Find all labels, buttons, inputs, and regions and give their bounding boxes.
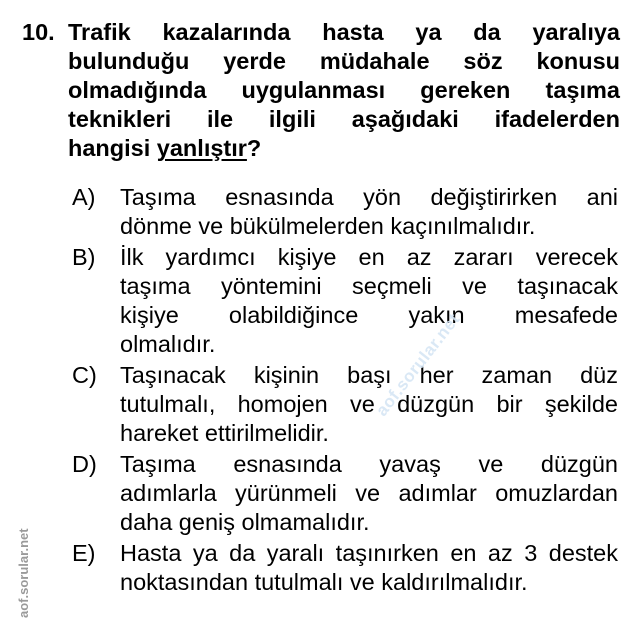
question-mark: ? (246, 135, 262, 161)
question-stem (68, 18, 620, 163)
option-text (120, 539, 618, 597)
option-line: noktasından tutulmalı ve kaldırılmalıdır. (120, 569, 528, 595)
side-watermark: aof.sorular.net (16, 528, 31, 618)
option-text (120, 183, 618, 241)
option-letter: E) (72, 540, 96, 566)
option-letter: B) (72, 244, 96, 270)
question-line: teknikleri ile ilgili aşağıdaki ifadelerden (68, 106, 620, 132)
option-text (120, 450, 618, 537)
question-line: Trafik kazalarında hasta ya da yaralıya (68, 19, 620, 45)
option-line: daha geniş olmamalıdır. (120, 509, 370, 535)
option-line: tutulmalı, homojen ve düzgün bir şekilde (120, 391, 618, 417)
option-e[interactable] (72, 539, 618, 597)
option-line: kişiye olabildiğince yakın mesafede (120, 302, 618, 328)
option-b[interactable] (72, 243, 618, 359)
question-block (22, 18, 620, 163)
option-text (120, 243, 618, 359)
option-letter: C) (72, 362, 97, 388)
option-letter: A) (72, 184, 96, 210)
option-text (120, 361, 618, 448)
option-a[interactable] (72, 183, 618, 241)
option-line: olmalıdır. (120, 331, 216, 357)
answer-options (72, 183, 618, 599)
question-line: bulunduğu yerde müdahale söz konusu (68, 48, 620, 74)
option-letter: D) (72, 451, 97, 477)
question-prefix: hangisi (68, 135, 157, 161)
option-line: Taşınacak kişinin başı her zaman düz (120, 362, 618, 388)
option-line: İlk yardımcı kişiye en az zararı verecek (120, 244, 618, 270)
diagonal-watermark: aof.sorular.net (372, 309, 464, 420)
option-d[interactable] (72, 450, 618, 537)
option-c[interactable] (72, 361, 618, 448)
question-number: 10. (22, 19, 55, 45)
question-emphasis: yanlıştır (156, 135, 247, 161)
option-line: Hasta ya da yaralı taşınırken en az 3 destek (120, 540, 618, 566)
question-line: olmadığında uygulanması gereken taşıma (68, 77, 620, 103)
question-line-last (68, 134, 620, 163)
option-line: hareket ettirilmelidir. (120, 420, 329, 446)
option-line: Taşıma esnasında yavaş ve düzgün (120, 451, 618, 477)
option-line: adımlarla yürünmeli ve adımlar omuzlardan (120, 480, 618, 506)
option-line: dönme ve bükülmelerden kaçınılmalıdır. (120, 213, 536, 239)
option-line: Taşıma esnasında yön değiştirirken ani (120, 184, 618, 210)
option-line: taşıma yöntemini seçmeli ve taşınacak (120, 273, 618, 299)
